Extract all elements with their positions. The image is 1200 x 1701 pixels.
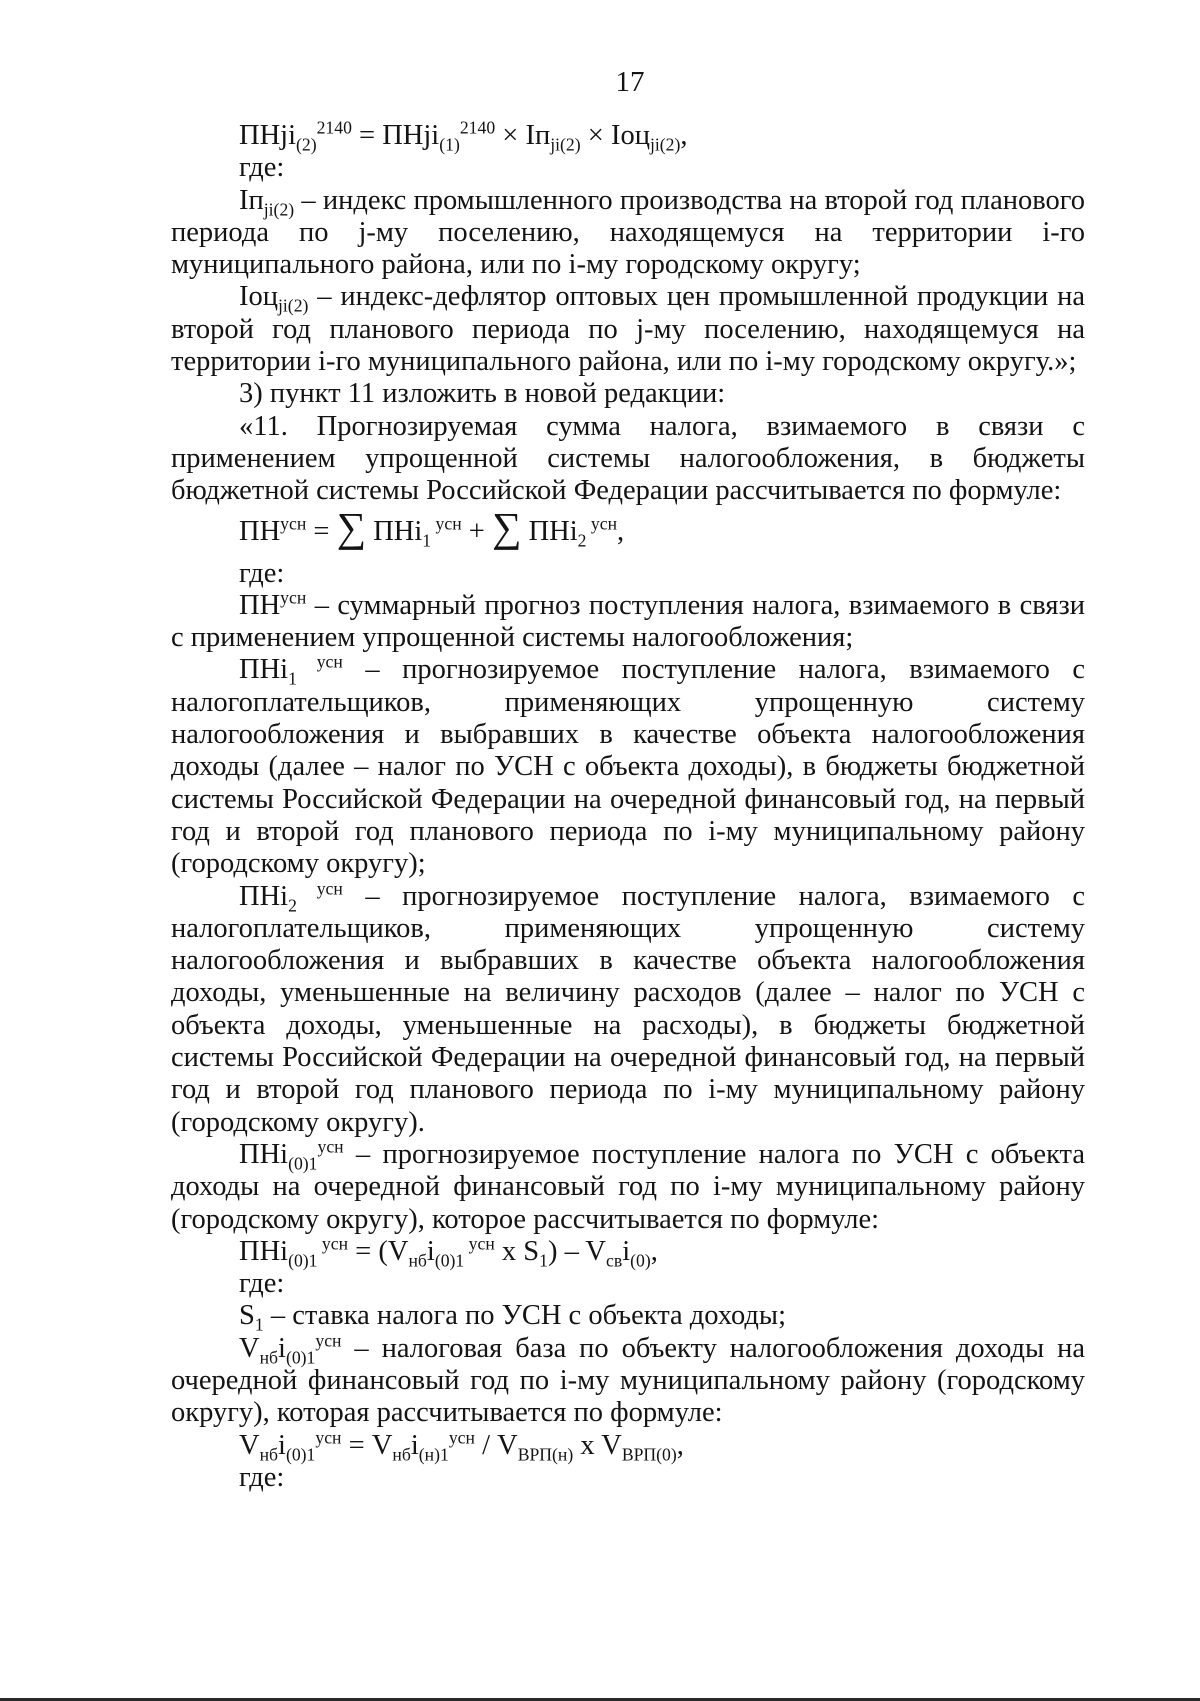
text-run: S xyxy=(239,1300,255,1332)
text-run: , xyxy=(650,1235,658,1267)
superscript: 2140 xyxy=(459,117,496,138)
subscript: ji(2) xyxy=(649,134,681,155)
superscript: усн xyxy=(280,513,307,534)
text-run: где: xyxy=(239,152,285,184)
where-label xyxy=(171,1462,1085,1494)
subscript: (0)1 xyxy=(434,1250,465,1271)
text-run: – индекс промышленного производства на второй год планового периода по j-му поселению, находящемуся на территории i-го муниципального района, или по i-му городскому округу; xyxy=(171,184,1085,281)
subscript: ВРП(0) xyxy=(621,1444,677,1465)
text-run: ПНi xyxy=(239,1138,289,1170)
where-label xyxy=(171,558,1085,590)
text-run: = xyxy=(306,515,337,547)
subscript: 1 xyxy=(254,1315,264,1336)
paragraph xyxy=(171,1330,1085,1430)
superscript: усн xyxy=(431,513,462,534)
subscript: ji(2) xyxy=(550,134,581,155)
text-run: i xyxy=(410,1429,419,1461)
superscript: усн xyxy=(586,513,618,534)
paragraph xyxy=(171,185,1085,282)
text-run: ПНi xyxy=(239,1235,289,1267)
text-run: где: xyxy=(239,1461,285,1493)
formula xyxy=(171,1427,1085,1465)
text-run: – прогнозируемое поступление налога по УСН с объекта доходы на очередной финансовый год по i-му муниципальному району (городскому округу), которое рассчитывается по формуле: xyxy=(171,1138,1085,1235)
formula xyxy=(171,117,1085,155)
subscript: св xyxy=(606,1250,623,1271)
text-run: – ставка налога по УСН с объекта доходы; xyxy=(263,1300,786,1332)
text-run: i xyxy=(278,1429,286,1461)
formula xyxy=(171,504,1085,554)
text-run: × Iп xyxy=(495,120,551,151)
superscript: усн xyxy=(317,1136,344,1157)
text-run: = V xyxy=(341,1429,393,1461)
subscript: 1 xyxy=(539,1250,548,1271)
document-body xyxy=(171,117,1085,1494)
subscript: ВРП(н) xyxy=(517,1444,574,1465)
text-run: ПНi xyxy=(239,880,289,912)
text-run: Iоц xyxy=(239,281,278,313)
sum-symbol: ∑ xyxy=(491,504,522,551)
paragraph xyxy=(171,878,1085,1139)
page-number: 17 xyxy=(615,66,645,98)
paragraph xyxy=(171,587,1085,655)
subscript: (0) xyxy=(630,1250,651,1271)
superscript: усн xyxy=(317,1233,349,1254)
text-run: = (V xyxy=(348,1235,409,1267)
text-run: = ПНji xyxy=(351,120,440,151)
subscript: 1 xyxy=(288,669,297,690)
subscript: (2) xyxy=(296,134,317,155)
text-run: ) – V xyxy=(547,1235,607,1267)
text-run: ПНi xyxy=(366,515,423,547)
superscript: усн xyxy=(315,1330,342,1351)
superscript: усн xyxy=(448,1427,475,1448)
superscript: 2140 xyxy=(316,117,352,138)
subscript: ji(2) xyxy=(278,296,309,317)
text-run: ПН xyxy=(239,589,281,621)
text-run: , xyxy=(680,120,688,151)
paragraph xyxy=(171,1136,1085,1236)
text-run: , xyxy=(617,515,625,547)
subscript: нб xyxy=(259,1347,279,1368)
subscript: (0)1 xyxy=(285,1347,316,1368)
subscript: (0)1 xyxy=(288,1153,318,1174)
text-run: x V xyxy=(573,1429,622,1461)
text-run: ПНji xyxy=(239,120,296,151)
text-run: «11. Прогнозируемая сумма налога, взимаемого в связи с применением упрощенной системы налогообложения, в бюджеты бюджетной системы Российской Федерации рассчитывается по формуле: xyxy=(171,410,1085,507)
subscript: (1) xyxy=(439,134,460,155)
text-run: Iп xyxy=(239,184,264,216)
paragraph xyxy=(171,378,1085,410)
text-run: 3) пункт 11 изложить в новой редакции: xyxy=(239,378,726,410)
paragraph xyxy=(171,281,1085,378)
text-run: где: xyxy=(239,557,285,589)
text-run: i xyxy=(278,1332,286,1364)
subscript: ji(2) xyxy=(263,199,295,220)
text-run: ПНi xyxy=(521,515,578,547)
text-run: i xyxy=(426,1235,435,1267)
text-run: V xyxy=(239,1429,260,1461)
text-run: ПН xyxy=(239,515,281,547)
superscript: усн xyxy=(464,1233,495,1254)
subscript: (0)1 xyxy=(288,1250,318,1271)
formula xyxy=(171,1233,1085,1271)
superscript: усн xyxy=(296,651,343,672)
text-run: – прогнозируемое поступление налога, взимаемого с налогоплательщиков, применяющих упрощенную систему налогообложения и выбравших в качестве объекта налогообложения доходы, уменьшенные на величину расходов (далее – налог по УСН с объекта доходы, уменьшенные на расходы), в бюджеты бюджетной системы Российской Федерации на очередной финансовый год, на первый год и второй год планового периода по i-му муниципальному району (городскому округу). xyxy=(171,880,1085,1138)
subscript: 2 xyxy=(288,895,297,916)
where-label xyxy=(171,1268,1085,1300)
text-run: / V xyxy=(474,1429,518,1461)
subscript: нб xyxy=(392,1444,411,1465)
superscript: усн xyxy=(296,878,343,899)
text-run: x S xyxy=(494,1235,540,1267)
superscript: усн xyxy=(315,1427,342,1448)
subscript: нб xyxy=(259,1444,279,1465)
paragraph xyxy=(171,411,1085,508)
text-run: – индекс-дефлятор оптовых цен промышленной продукции на второй год планового периода по j-му поселению, находящемуся на территории i-го муниципального района, или по i-му городскому округу.»; xyxy=(171,281,1085,378)
superscript: усн xyxy=(280,587,307,608)
paragraph xyxy=(171,651,1085,880)
subscript: нб xyxy=(408,1250,427,1271)
sum-symbol: ∑ xyxy=(336,504,367,551)
where-label xyxy=(171,152,1085,184)
text-run: – налоговая база по объекту налогообложения доходы на очередной финансовый год по i-му муниципальному району (городскому округу), которая рассчитывается по формуле: xyxy=(171,1332,1085,1429)
text-run: , xyxy=(676,1429,684,1461)
text-run: где: xyxy=(239,1268,285,1300)
text-run: – прогнозируемое поступление налога, взимаемого с налогоплательщиков, применяющих упрощенную систему налогообложения и выбравших в качестве объекта налогообложения доходы (далее – налог по УСН с объекта доходы), в бюджеты бюджетной системы Российской Федерации на очередной финансовый год, на первый год и второй год планового периода по i-му муниципальному району (городскому округу); xyxy=(171,654,1085,880)
paragraph xyxy=(171,1300,1085,1336)
text-run: – суммарный прогноз поступления налога, взимаемого в связи с применением упрощенной системы налогообложения; xyxy=(171,589,1085,654)
text-run: i xyxy=(622,1235,631,1267)
text-run: × Iоц xyxy=(580,120,650,151)
subscript: (0)1 xyxy=(285,1444,316,1465)
text-run: + xyxy=(461,515,492,547)
subscript: (н)1 xyxy=(418,1444,449,1465)
subscript: 2 xyxy=(577,530,587,551)
subscript: 1 xyxy=(422,530,432,551)
text-run: ПНi xyxy=(239,654,289,686)
text-run: V xyxy=(239,1332,260,1364)
